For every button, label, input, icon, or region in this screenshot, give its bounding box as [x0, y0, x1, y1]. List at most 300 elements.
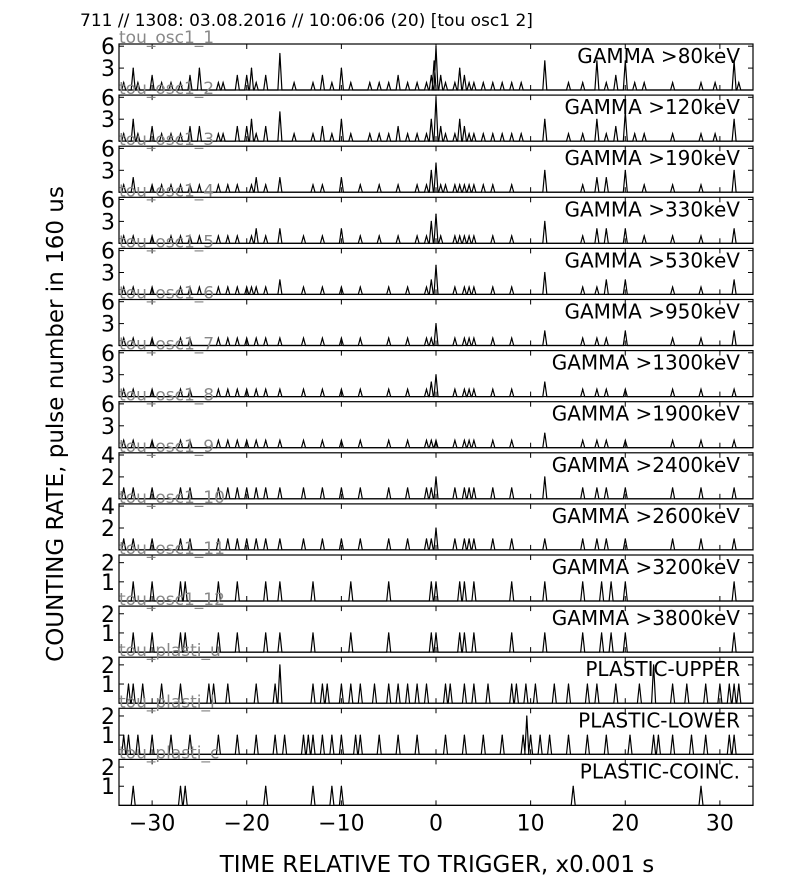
data-point	[549, 735, 550, 736]
data-point	[511, 287, 512, 288]
data-point	[251, 184, 252, 185]
data-point	[308, 735, 309, 736]
y-tick-label: 3	[101, 57, 115, 83]
data-point	[265, 440, 266, 441]
data-point	[719, 683, 720, 684]
data-point	[464, 487, 465, 488]
data-point	[700, 287, 701, 288]
data-point	[265, 538, 266, 539]
data-point	[450, 683, 451, 684]
data-point	[227, 338, 228, 339]
data-point	[516, 683, 517, 684]
data-point	[435, 265, 436, 266]
data-point	[469, 133, 470, 134]
data-point	[445, 735, 446, 736]
y-tick-label: 6	[101, 341, 115, 367]
data-point	[180, 786, 181, 787]
data-point	[303, 440, 304, 441]
data-point	[341, 177, 342, 178]
data-point	[341, 538, 342, 539]
data-point	[322, 75, 323, 76]
panel-label: GAMMA >330keV	[564, 197, 740, 222]
y-tick-label: 6	[101, 86, 115, 112]
data-point	[279, 632, 280, 633]
panel-tag: tou_osc1_7	[119, 334, 215, 355]
data-point	[511, 235, 512, 236]
data-point	[128, 735, 129, 736]
data-point	[227, 389, 228, 390]
data-point	[379, 184, 380, 185]
data-point	[237, 487, 238, 488]
data-point	[152, 126, 153, 127]
y-tick-label: 2	[101, 602, 115, 628]
data-point	[426, 538, 427, 539]
data-point	[322, 683, 323, 684]
y-tick-label: 2	[101, 551, 115, 577]
data-point	[218, 735, 219, 736]
data-point	[523, 735, 524, 736]
data-point	[237, 126, 238, 127]
panel-label: GAMMA >80keV	[577, 44, 740, 68]
y-tick-label: 3	[101, 159, 115, 185]
data-point	[544, 433, 545, 434]
data-point	[218, 632, 219, 633]
y-tick-label: 3	[101, 363, 115, 389]
data-point	[454, 287, 455, 288]
data-point	[596, 683, 597, 684]
data-point	[464, 735, 465, 736]
y-tick-label: 6	[101, 137, 115, 163]
data-point	[431, 538, 432, 539]
y-tick-label: 3	[101, 414, 115, 440]
data-point	[218, 133, 219, 134]
data-point	[700, 133, 701, 134]
data-point	[459, 119, 460, 120]
data-point	[256, 683, 257, 684]
data-point	[700, 786, 701, 787]
data-point	[544, 272, 545, 273]
data-point	[265, 786, 266, 787]
data-point	[312, 581, 313, 582]
data-point	[587, 735, 588, 736]
data-point	[734, 389, 735, 390]
data-point	[672, 82, 673, 83]
y-tick-label: 6	[101, 392, 115, 418]
data-point	[492, 389, 493, 390]
data-point	[208, 683, 209, 684]
data-point	[265, 287, 266, 288]
data-point	[473, 82, 474, 83]
data-point	[426, 683, 427, 684]
data-point	[625, 330, 626, 331]
y-tick-label: 1	[101, 724, 115, 750]
data-point	[303, 389, 304, 390]
data-point	[473, 184, 474, 185]
data-point	[464, 235, 465, 236]
data-point	[322, 735, 323, 736]
data-point	[331, 786, 332, 787]
data-point	[625, 487, 626, 488]
data-point	[487, 683, 488, 684]
data-point	[705, 683, 706, 684]
data-point	[691, 735, 692, 736]
data-point	[734, 735, 735, 736]
data-point	[388, 133, 389, 134]
data-point	[327, 683, 328, 684]
data-point	[469, 287, 470, 288]
data-point	[341, 683, 342, 684]
data-point	[644, 235, 645, 236]
data-point	[360, 440, 361, 441]
data-point	[431, 440, 432, 441]
data-point	[360, 538, 361, 539]
data-point	[237, 735, 238, 736]
data-point	[530, 735, 531, 736]
data-point	[469, 440, 470, 441]
data-point	[634, 82, 635, 83]
data-point	[672, 133, 673, 134]
data-point	[142, 683, 143, 684]
panel-tag: tou_osc1_6	[119, 283, 215, 304]
data-point	[511, 338, 512, 339]
data-point	[483, 82, 484, 83]
panel-label: GAMMA >3800keV	[551, 606, 740, 631]
panel-label: PLASTIC-UPPER	[585, 657, 740, 682]
data-point	[350, 133, 351, 134]
y-axis-label: COUNTING RATE, pulse number in 160 us	[43, 186, 69, 662]
data-point	[464, 538, 465, 539]
data-point	[246, 75, 247, 76]
data-point	[218, 184, 219, 185]
data-point	[568, 133, 569, 134]
data-point	[341, 389, 342, 390]
data-point	[398, 75, 399, 76]
data-point	[279, 487, 280, 488]
data-point	[464, 287, 465, 288]
y-tick-label: 1	[101, 775, 115, 801]
data-point	[606, 177, 607, 178]
data-point	[265, 235, 266, 236]
data-point	[521, 133, 522, 134]
data-point	[360, 389, 361, 390]
data-point	[615, 126, 616, 127]
data-point	[322, 440, 323, 441]
data-point	[388, 440, 389, 441]
data-point	[303, 287, 304, 288]
y-tick-label: 4	[101, 443, 115, 469]
data-point	[388, 538, 389, 539]
data-point	[672, 735, 673, 736]
data-point	[246, 538, 247, 539]
data-point	[360, 487, 361, 488]
data-point	[634, 133, 635, 134]
figure-header: 711 // 1308: 03.08.2016 // 10:06:06 (20) [tou osc1 2]	[80, 11, 533, 31]
panel-label: GAMMA >2400keV	[551, 452, 740, 477]
data-point	[237, 538, 238, 539]
data-point	[483, 735, 484, 736]
data-point	[279, 111, 280, 112]
data-point	[606, 538, 607, 539]
data-point	[279, 53, 280, 54]
panel-label: GAMMA >2600keV	[551, 503, 740, 528]
data-point	[700, 82, 701, 83]
data-point	[464, 581, 465, 582]
data-point	[469, 338, 470, 339]
data-point	[473, 389, 474, 390]
x-tick-label: 10	[516, 811, 545, 837]
data-point	[360, 735, 361, 736]
data-point	[596, 538, 597, 539]
data-point	[582, 440, 583, 441]
data-point	[445, 683, 446, 684]
data-point	[606, 82, 607, 83]
data-point	[417, 133, 418, 134]
data-point	[256, 287, 257, 288]
data-point	[582, 389, 583, 390]
data-point	[568, 735, 569, 736]
y-tick-label: 6	[101, 35, 115, 61]
data-point	[431, 119, 432, 120]
data-point	[341, 68, 342, 69]
data-point	[606, 133, 607, 134]
data-point	[322, 184, 323, 185]
data-point	[435, 581, 436, 582]
data-point	[350, 683, 351, 684]
data-point	[275, 735, 276, 736]
data-point	[312, 632, 313, 633]
data-point	[431, 279, 432, 280]
data-point	[483, 184, 484, 185]
data-point	[417, 235, 418, 236]
data-point	[445, 184, 446, 185]
data-point	[535, 683, 536, 684]
data-point	[544, 476, 545, 477]
data-point	[464, 389, 465, 390]
data-point	[672, 683, 673, 684]
data-point	[256, 338, 257, 339]
data-point	[672, 538, 673, 539]
data-point	[606, 487, 607, 488]
data-point	[672, 389, 673, 390]
data-point	[615, 683, 616, 684]
data-point	[294, 133, 295, 134]
data-point	[644, 184, 645, 185]
data-point	[734, 330, 735, 331]
data-point	[672, 184, 673, 185]
data-point	[568, 82, 569, 83]
data-point	[734, 487, 735, 488]
panel-tag: tou_osc1_3	[119, 130, 215, 151]
data-point	[734, 581, 735, 582]
data-point	[227, 235, 228, 236]
data-point	[464, 75, 465, 76]
data-point	[454, 235, 455, 236]
data-point	[625, 279, 626, 280]
data-point	[388, 581, 389, 582]
data-point	[459, 235, 460, 236]
data-point	[596, 228, 597, 229]
data-point	[369, 82, 370, 83]
data-point	[265, 184, 266, 185]
data-point	[469, 184, 470, 185]
data-point	[137, 735, 138, 736]
data-point	[606, 228, 607, 229]
data-point	[544, 632, 545, 633]
data-point	[426, 440, 427, 441]
data-point	[379, 133, 380, 134]
x-axis	[129, 811, 734, 836]
data-point	[360, 683, 361, 684]
data-point	[251, 235, 252, 236]
data-point	[705, 735, 706, 736]
y-tick-label: 2	[101, 756, 115, 782]
data-point	[398, 126, 399, 127]
data-point	[256, 487, 257, 488]
data-point	[606, 440, 607, 441]
data-point	[431, 170, 432, 171]
data-point	[355, 735, 356, 736]
data-point	[152, 75, 153, 76]
data-point	[473, 632, 474, 633]
data-point	[265, 487, 266, 488]
data-point	[388, 287, 389, 288]
data-point	[265, 581, 266, 582]
data-point	[526, 715, 527, 716]
data-point	[582, 338, 583, 339]
data-point	[303, 538, 304, 539]
data-point	[152, 735, 153, 736]
data-point	[303, 735, 304, 736]
data-point	[407, 338, 408, 339]
data-point	[606, 338, 607, 339]
data-point	[454, 389, 455, 390]
data-point	[700, 538, 701, 539]
data-point	[237, 440, 238, 441]
data-point	[431, 581, 432, 582]
data-point	[431, 75, 432, 76]
data-point	[426, 235, 427, 236]
data-point	[279, 279, 280, 280]
data-point	[445, 82, 446, 83]
data-point	[582, 632, 583, 633]
data-point	[568, 683, 569, 684]
data-point	[454, 82, 455, 83]
data-point	[469, 538, 470, 539]
panel-label: GAMMA >1300keV	[551, 350, 740, 375]
y-tick-label: 3	[101, 312, 115, 338]
y-tick-label: 4	[101, 495, 115, 521]
data-point	[596, 177, 597, 178]
data-point	[473, 683, 474, 684]
data-point	[275, 683, 276, 684]
data-point	[454, 133, 455, 134]
data-point	[440, 235, 441, 236]
data-point	[246, 287, 247, 288]
data-point	[341, 338, 342, 339]
data-point	[525, 683, 526, 684]
y-tick-label: 3	[101, 108, 115, 134]
data-point	[700, 235, 701, 236]
data-point	[312, 786, 313, 787]
data-point	[464, 338, 465, 339]
data-point	[440, 126, 441, 127]
data-point	[246, 487, 247, 488]
data-point	[256, 735, 257, 736]
data-point	[435, 440, 436, 441]
data-point	[237, 235, 238, 236]
data-point	[227, 487, 228, 488]
data-point	[398, 235, 399, 236]
data-point	[388, 487, 389, 488]
data-point	[473, 538, 474, 539]
data-point	[544, 119, 545, 120]
data-point	[237, 184, 238, 185]
data-point	[246, 440, 247, 441]
data-point	[473, 487, 474, 488]
data-point	[464, 126, 465, 127]
data-point	[700, 389, 701, 390]
data-point	[237, 75, 238, 76]
data-point	[388, 389, 389, 390]
x-tick-label: 20	[611, 811, 640, 837]
data-point	[170, 735, 171, 736]
data-point	[251, 287, 252, 288]
data-point	[625, 440, 626, 441]
data-point	[511, 683, 512, 684]
data-point	[256, 228, 257, 229]
data-point	[407, 287, 408, 288]
data-point	[686, 683, 687, 684]
data-point	[341, 487, 342, 488]
data-point	[237, 287, 238, 288]
data-point	[331, 82, 332, 83]
data-point	[729, 735, 730, 736]
data-point	[738, 683, 739, 684]
data-point	[246, 389, 247, 390]
data-point	[227, 287, 228, 288]
data-point	[426, 487, 427, 488]
data-point	[715, 82, 716, 83]
panel-label: GAMMA >1900keV	[551, 401, 740, 426]
data-point	[582, 487, 583, 488]
data-point	[734, 538, 735, 539]
data-point	[464, 632, 465, 633]
data-point	[360, 338, 361, 339]
data-point	[199, 126, 200, 127]
data-point	[426, 338, 427, 339]
data-point	[246, 126, 247, 127]
data-point	[322, 126, 323, 127]
data-point	[322, 538, 323, 539]
data-point	[312, 133, 313, 134]
data-point	[492, 235, 493, 236]
data-point	[435, 323, 436, 324]
data-point	[734, 440, 735, 441]
data-point	[388, 683, 389, 684]
panel-tag: tou_osc1_12	[119, 590, 225, 611]
data-point	[435, 162, 436, 163]
data-point	[502, 133, 503, 134]
data-point	[256, 389, 257, 390]
data-point	[431, 338, 432, 339]
data-point	[464, 440, 465, 441]
y-tick-label: 2	[101, 653, 115, 679]
data-point	[398, 184, 399, 185]
panel-tag: tou_osc1_10	[119, 487, 225, 508]
data-point	[218, 581, 219, 582]
data-point	[511, 440, 512, 441]
data-point	[469, 235, 470, 236]
